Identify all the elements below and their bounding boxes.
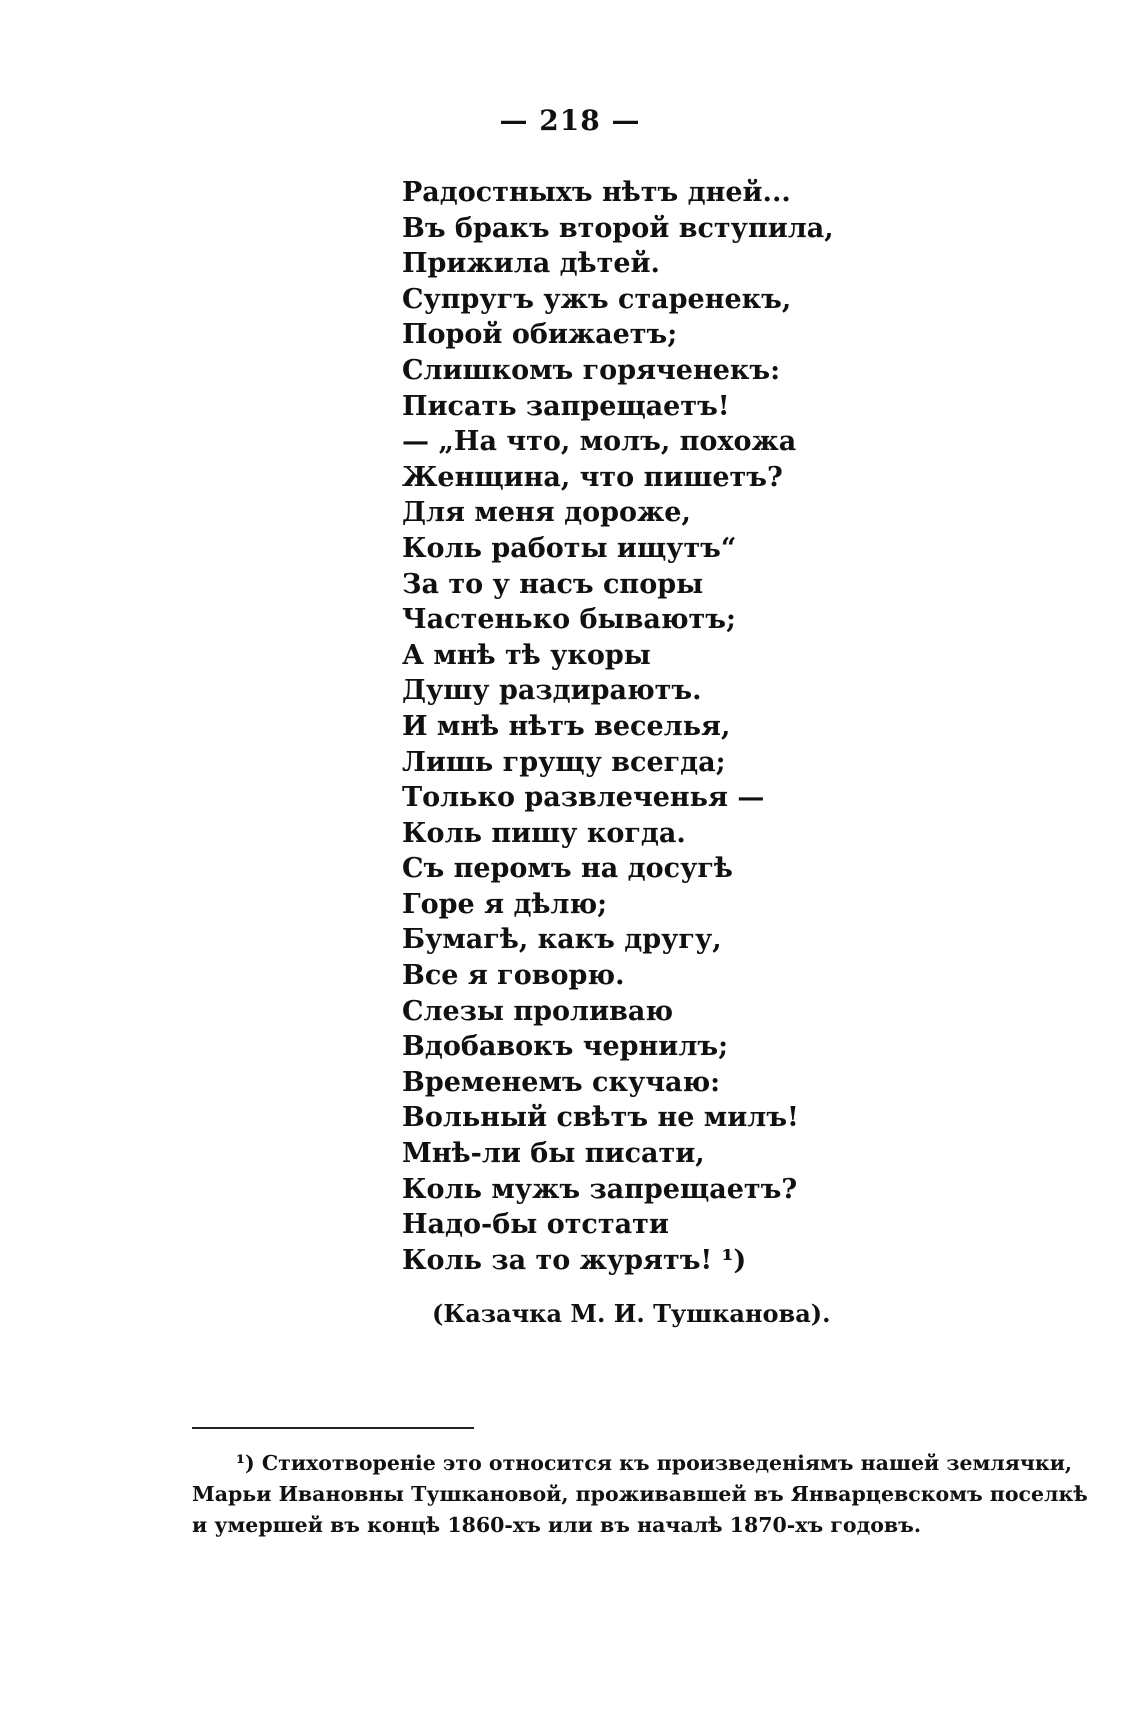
poem-line: Бумагѣ, какъ другу, (402, 924, 722, 956)
footnote-line: ¹) Стихотвореніе это относится къ произведеніямъ нашей землячки, (236, 1451, 1073, 1475)
page-number: — 218 — (499, 104, 641, 137)
poem-line: Для меня дороже, (402, 497, 691, 529)
poem-line: Все я говорю. (402, 960, 625, 992)
poem-line: Слезы проливаю (402, 995, 674, 1027)
poem-line: Писать запрещаетъ! (402, 390, 730, 422)
poem-line: Надо-бы отстати (402, 1209, 669, 1241)
poem-line: И мнѣ нѣтъ веселья, (402, 710, 731, 742)
poem-line: А мнѣ тѣ укоры (402, 639, 651, 671)
poem-line: Прижила дѣтей. (402, 248, 660, 280)
poem (402, 175, 834, 1278)
poem-line: Только развлеченья — (402, 782, 765, 814)
poem-line: Женщина, что пишетъ? (402, 461, 783, 493)
footnote-line: Марьи Ивановны Тушкановой, проживавшей въ Январцевскомъ поселкѣ (192, 1482, 1088, 1506)
poem-line: Временемъ скучаю: (402, 1066, 721, 1098)
poem-line: Частенько бываютъ; (402, 604, 736, 636)
footnote-line: и умершей въ концѣ 1860-хъ или въ началѣ 1870-хъ годовъ. (192, 1513, 922, 1537)
poem-line: Съ перомъ на досугѣ (402, 853, 733, 885)
footnote-divider (192, 1427, 474, 1429)
poem-attribution: (Казачка М. И. Тушканова). (432, 1299, 831, 1328)
poem-line: Лишь грущу всегда; (402, 746, 726, 778)
poem-line: Порой обижаетъ; (402, 319, 678, 351)
poem-line: Коль пишу когда. (402, 817, 686, 849)
poem-line: Коль мужъ запрещаетъ? (402, 1173, 798, 1205)
poem-line: За то у насъ споры (402, 568, 704, 600)
poem-line: Радостныхъ нѣтъ дней... (402, 177, 791, 208)
footnote (192, 1448, 1088, 1541)
poem-line: Вдобавокъ чернилъ; (402, 1031, 729, 1063)
poem-line: Вольный свѣтъ не милъ! (402, 1102, 799, 1134)
poem-line: Коль за то журятъ! ¹) (402, 1244, 747, 1276)
poem-line: Душу раздираютъ. (402, 675, 702, 707)
poem-line: Супругъ ужъ старенекъ, (402, 283, 792, 315)
poem-line: Горе я дѣлю; (402, 888, 608, 920)
poem-line: — „На что, молъ, похожа (402, 426, 797, 458)
poem-line: Коль работы ищутъ“ (402, 532, 737, 564)
poem-line: Въ бракъ второй вступила, (402, 212, 834, 244)
poem-line: Слишкомъ горяченекъ: (402, 354, 781, 386)
poem-line: Мнѣ-ли бы писати, (402, 1138, 705, 1170)
